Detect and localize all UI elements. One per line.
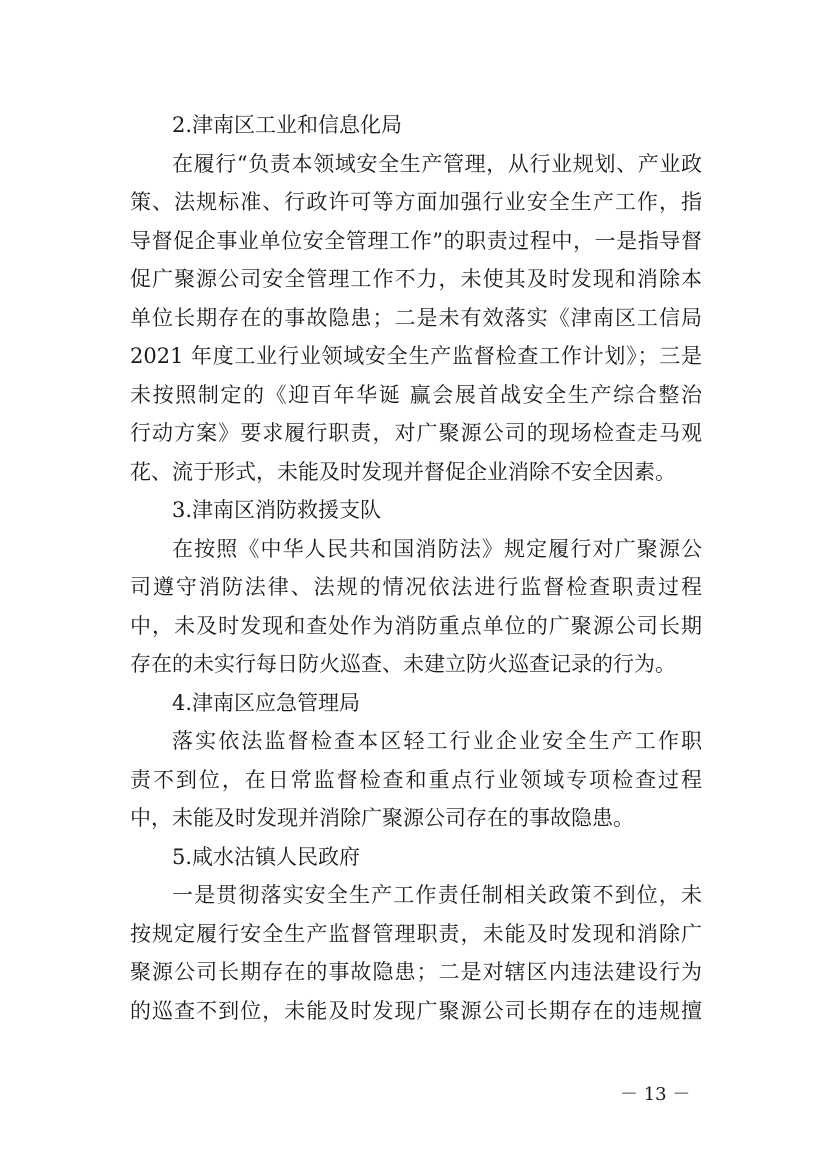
page-number: － 13 － <box>620 1084 691 1105</box>
paragraph-line: 在按照《中华人民共和国消防法》规定履行对广聚源公 <box>172 536 702 561</box>
paragraph-line: 导督促企事业单位安全管理工作”的职责过程中，一是指导督 <box>130 228 702 253</box>
paragraph-line: 在履行“负责本领域安全生产管理，从行业规划、产业政 <box>172 151 702 176</box>
paragraph-line: 责不到位，在日常监督检查和重点行业领域专项检查过程 <box>130 767 702 792</box>
paragraph-line: 行动方案》要求履行职责，对广聚源公司的现场检查走马观 <box>130 421 702 445</box>
paragraph-line: 花、流于形式，未能及时发现并督促企业消除不安全因素。 <box>130 459 676 484</box>
section-heading: 2.津南区工业和信息化局 <box>172 113 403 137</box>
section-heading: 5.咸水沽镇人民政府 <box>172 844 361 869</box>
document-body <box>130 106 702 1030</box>
paragraph-line: 2021 年度工业行业领域安全生产监督检查工作计划》；三是 <box>130 344 702 368</box>
paragraph-line: 的巡查不到位，未能及时发现广聚源公司长期存在的违规擅 <box>130 998 702 1023</box>
paragraph-line: 中，未及时发现和查处作为消防重点单位的广聚源公司长期 <box>130 613 702 638</box>
paragraph-line: 促广聚源公司安全管理工作不力，未使其及时发现和消除本 <box>130 267 702 291</box>
paragraph-line: 中，未能及时发现并消除广聚源公司存在的事故隐患。 <box>130 806 634 830</box>
section-heading: 4.津南区应急管理局 <box>172 690 361 715</box>
paragraph-line: 司遵守消防法律、法规的情况依法进行监督检查职责过程 <box>130 575 702 599</box>
section-heading: 3.津南区消防救援支队 <box>172 498 382 522</box>
paragraph-line: 聚源公司长期存在的事故隐患；二是对辖区内违法建设行为 <box>130 960 702 984</box>
paragraph-line: 策、法规标准、行政许可等方面加强行业安全生产工作，指 <box>130 190 702 214</box>
paragraph-line: 单位长期存在的事故隐患；二是未有效落实《津南区工信局 <box>130 305 702 330</box>
paragraph-line: 未按照制定的《迎百年华诞 赢会展首战安全生产综合整治 <box>130 382 702 407</box>
paragraph-line: 按规定履行安全生产监督管理职责，未能及时发现和消除广 <box>130 921 702 946</box>
paragraph-line: 落实依法监督检查本区轻工行业企业安全生产工作职 <box>172 729 702 753</box>
paragraph-line: 一是贯彻落实安全生产工作责任制相关政策不到位，未 <box>172 883 702 907</box>
paragraph-line: 存在的未实行每日防火巡查、未建立防火巡查记录的行为。 <box>130 652 676 676</box>
